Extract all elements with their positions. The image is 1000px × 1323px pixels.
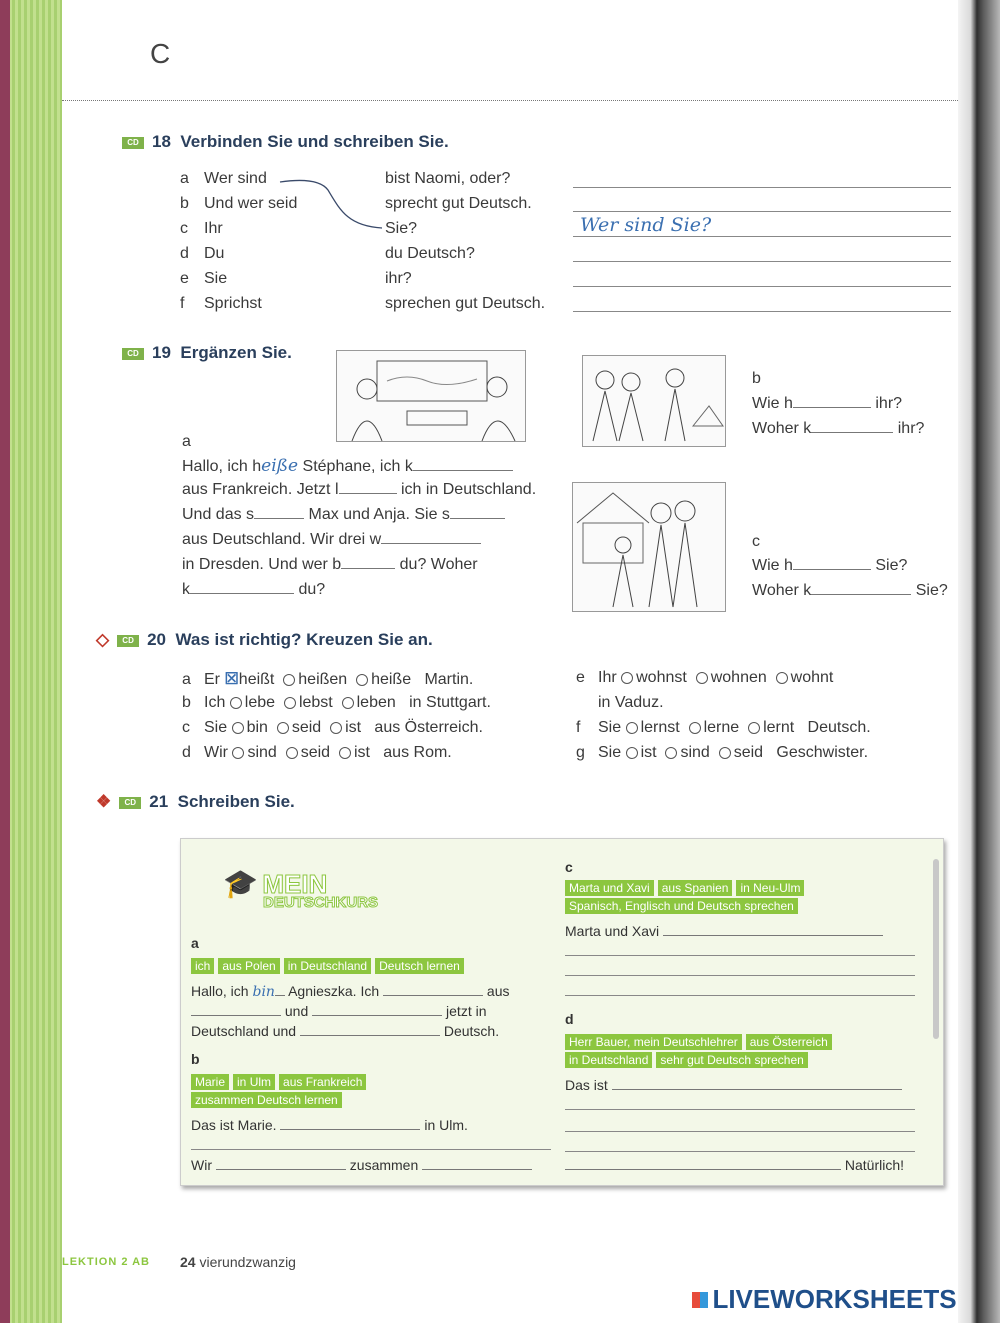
exercise-20-heading: ◇ CD 20 Was ist richtig? Kreuzen Sie an. <box>96 630 433 649</box>
cross-mark-icon[interactable]: ☒ <box>224 671 239 688</box>
answer-line[interactable] <box>573 236 951 237</box>
scrollbar[interactable] <box>933 859 939 1039</box>
diamond-icon: ◇ <box>96 630 110 649</box>
children-illustration <box>582 355 726 447</box>
radio-option[interactable] <box>748 722 760 734</box>
ex20-right: e Ihr wohnst wohnen wohnt in Vaduz. f Sie lernst lerne lernt Deutsch. g Sie ist sind seid Geschwister. <box>576 669 871 761</box>
answer-line[interactable] <box>573 261 951 262</box>
d-tags: Herr Bauer, mein Deutschlehrer aus Österreich <box>565 1033 836 1051</box>
radio-option[interactable] <box>284 697 296 709</box>
blank[interactable] <box>811 593 911 595</box>
radio-option[interactable] <box>277 722 289 734</box>
blank[interactable] <box>793 406 871 408</box>
radio-option[interactable] <box>342 697 354 709</box>
radio-option[interactable] <box>232 747 244 759</box>
answer-line[interactable] <box>565 975 915 976</box>
cd-icon: CD <box>117 635 139 647</box>
part-c-label: c <box>752 533 760 550</box>
ex19-c-line: Wie h Sie? <box>752 557 908 574</box>
radio-option[interactable] <box>339 747 351 759</box>
part-b-label: b <box>752 370 761 387</box>
exercise-19-heading: CD 19 Ergänzen Sie. <box>122 343 292 363</box>
answer-line[interactable] <box>565 955 915 956</box>
course-logo: 🎓 MEIN DEUTSCHKURS <box>223 868 379 911</box>
blank[interactable] <box>450 517 505 519</box>
a-tags: ich aus Polen in Deutschland Deutsch lernen <box>191 957 468 975</box>
d-tags-2: in Deutschland sehr gut Deutsch sprechen <box>565 1051 812 1069</box>
exercise-21-card: 🎓 MEIN DEUTSCHKURS a ich aus Polen in Deutschland Deutsch lernen Hallo, ich bin Agnieszka. Ich aus und jetzt in Deutschland und Deutsch. b Marie in Ulm aus Frankreich zusammen Deutsch lernen Das ist Marie. in Ulm. Wir zusammen c Marta und Xavi aus Spanien in Neu-Ulm Spanisch, Englisch und Deutsch sprechen Marta und Xavi d Herr Bauer, mein Deutschlehrer aus Österreich in Deutschland sehr gut Deutsch sprechen Das ist Natürlich! <box>180 838 944 1186</box>
brand-icon <box>692 1292 708 1308</box>
blank[interactable] <box>793 568 871 570</box>
example-answer: Wer sind Sie? <box>580 214 712 236</box>
lesson-label: LEKTION 2 AB <box>62 1256 150 1268</box>
answer-line[interactable] <box>573 211 951 212</box>
radio-option[interactable] <box>356 674 368 686</box>
ex19-part-a: Hallo, ich heiße Stéphane, ich k aus Frankreich. Jetzt l ich in Deutschland. Und das s Max und Anja. Sie s aus Deutschland. Wir drei w in Dresden. Und wer b du? Woher k du? <box>182 456 537 598</box>
handwritten-answer: bin <box>252 984 275 1000</box>
blank[interactable] <box>254 517 304 519</box>
answer-line[interactable] <box>565 1151 915 1152</box>
page-number: 24 vierundzwanzig <box>180 1254 296 1270</box>
ex19-c-line: Woher k Sie? <box>752 582 948 599</box>
book-spine <box>958 0 1000 1323</box>
radio-option[interactable] <box>232 722 244 734</box>
c-tags: Marta und Xavi aus Spanien in Neu-Ulm <box>565 879 808 897</box>
blank[interactable] <box>191 1014 281 1016</box>
radio-option[interactable] <box>286 747 298 759</box>
blank[interactable] <box>811 431 893 433</box>
answer-line[interactable] <box>573 311 951 312</box>
blank[interactable] <box>663 934 883 936</box>
exercise-21-heading: ❖ CD 21 Schreiben Sie. <box>96 792 295 811</box>
ex19-b-line: Wie h ihr? <box>752 395 903 412</box>
blank[interactable] <box>381 542 481 544</box>
diamond-filled-icon: ❖ <box>96 792 112 811</box>
part-a-label: a <box>191 935 199 951</box>
cd-icon: CD <box>122 137 144 149</box>
part-d-label: d <box>565 1011 574 1027</box>
radio-option[interactable] <box>776 672 788 684</box>
ex18-left-column: a Wer sind b Und wer seid c Ihr d Du e Sie f Sprichst <box>180 170 298 312</box>
answer-line[interactable] <box>573 286 951 287</box>
ex19-b-line: Woher k ihr? <box>752 420 925 437</box>
part-b-label: b <box>191 1051 200 1067</box>
c-tags-2: Spanisch, Englisch und Deutsch sprechen <box>565 897 802 915</box>
part-c-label: c <box>565 859 573 875</box>
blank[interactable] <box>280 1128 420 1130</box>
radio-option[interactable] <box>696 672 708 684</box>
radio-option[interactable] <box>626 722 638 734</box>
blank[interactable] <box>190 592 294 594</box>
blank[interactable] <box>565 1168 841 1170</box>
cd-icon: CD <box>119 797 141 809</box>
graduation-cap-icon: 🎓 <box>223 868 258 899</box>
divider <box>62 100 958 101</box>
train-illustration <box>336 350 526 442</box>
radio-option[interactable] <box>689 722 701 734</box>
radio-option[interactable] <box>230 697 242 709</box>
radio-option[interactable] <box>719 747 731 759</box>
connection-line <box>278 176 388 232</box>
blank[interactable] <box>339 492 397 494</box>
cd-icon: CD <box>122 348 144 360</box>
blank[interactable] <box>612 1088 902 1090</box>
liveworksheets-logo[interactable]: LIVEWORKSHEETS <box>692 1284 957 1315</box>
radio-option[interactable] <box>283 674 295 686</box>
blank[interactable] <box>413 469 513 471</box>
radio-option[interactable] <box>621 672 633 684</box>
blank[interactable] <box>341 567 395 569</box>
family-illustration <box>572 482 726 612</box>
b-tags-2: zusammen Deutsch lernen <box>191 1091 346 1109</box>
blank[interactable] <box>383 994 483 996</box>
answer-line[interactable] <box>191 1149 551 1150</box>
radio-option[interactable] <box>626 747 638 759</box>
blank[interactable] <box>216 1168 346 1170</box>
radio-option[interactable] <box>665 747 677 759</box>
ex18-right-column: bist Naomi, oder? sprecht gut Deutsch. Sie? du Deutsch? ihr? sprechen gut Deutsch. <box>385 170 546 312</box>
page-edge-strip <box>0 0 62 1323</box>
answer-line[interactable] <box>565 1131 915 1132</box>
ex20-left: a Er ☒heißt heißen heiße Martin. b Ich lebe lebst leben in Stuttgart. c Sie bin seid ist aus Österreich. d Wir sind seid ist aus Rom. <box>182 671 491 761</box>
blank[interactable] <box>300 1034 440 1036</box>
handwritten-answer: eiße <box>261 456 299 476</box>
b-tags: Marie in Ulm aus Frankreich <box>191 1073 370 1091</box>
blank[interactable] <box>312 1014 442 1016</box>
answer-line[interactable] <box>565 1109 915 1110</box>
section-letter: C <box>150 38 171 69</box>
answer-line[interactable] <box>573 187 951 188</box>
part-a-label: a <box>182 433 191 450</box>
radio-option[interactable] <box>330 722 342 734</box>
blank[interactable] <box>422 1168 532 1170</box>
exercise-18-heading: CD 18 Verbinden Sie und schreiben Sie. <box>122 132 449 152</box>
answer-line[interactable] <box>565 995 915 996</box>
